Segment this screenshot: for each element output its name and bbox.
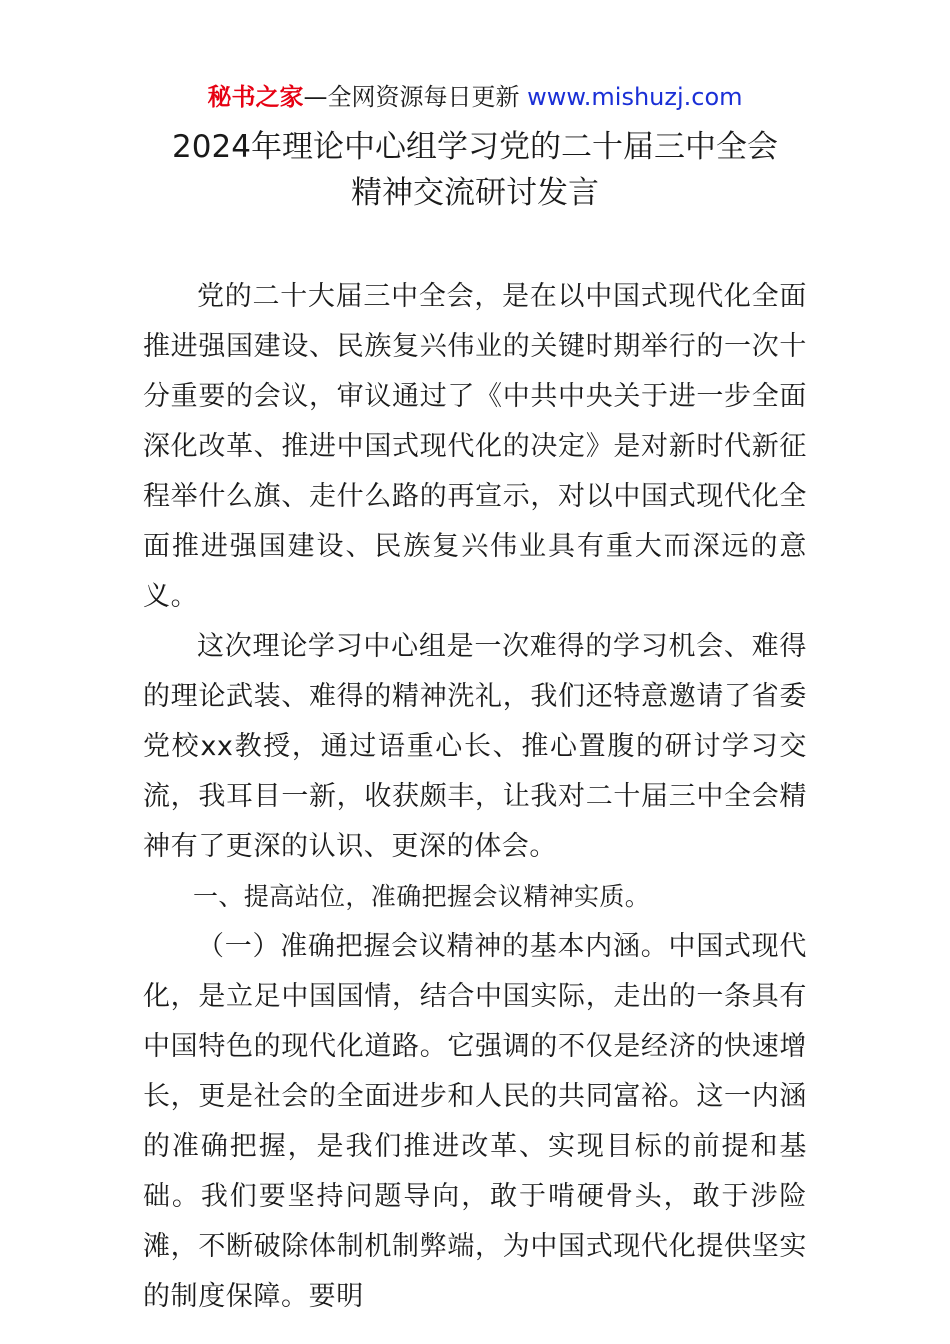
document-title [0,124,950,216]
document-body [143,272,807,1322]
title-line-1: 2024年理论中心组学习党的二十届三中全会 [172,129,778,165]
body-paragraph-1: 党的二十大届三中全会，是在以中国式现代化全面推进强国建设、民族复兴伟业的关键时期举行的一次十分重要的会议，审议通过了《中共中央关于进一步全面深化改革、推进中国式现代化的决定》是对新时代新征程举什么旗、走什么路的再宣示，对以中国式现代化全面推进强国建设、民族复兴伟业具有重大而深远的意义。 [143,281,807,612]
brand-name: 秘书之家 [207,83,304,111]
site-url-link[interactable]: www.mishuzj.com [527,83,743,111]
site-header [0,80,950,114]
section-heading: 一、提高站位，准确把握会议精神实质。 [193,882,651,911]
header-tagline: —全网资源每日更新 [303,83,528,111]
body-paragraph-2: 这次理论学习中心组是一次难得的学习机会、难得的理论武装、难得的精神洗礼，我们还特意邀请了省委党校xx教授，通过语重心长、推心置腹的研讨学习交流，我耳目一新，收获颇丰，让我对二十届三中全会精神有了更深的认识、更深的体会。 [143,631,807,862]
title-line-2: 精神交流研讨发言 [351,175,599,211]
sub-section-paragraph: （一）准确把握会议精神的基本内涵。中国式现代化，是立足中国国情，结合中国实际，走出的一条具有中国特色的现代化道路。它强调的不仅是经济的快速增长，更是社会的全面进步和人民的共同富裕。这一内涵的准确把握，是我们推进改革、实现目标的前提和基础。我们要坚持问题导向，敢于啃硬骨头，敢于涉险滩，不断破除体制机制弊端，为中国式现代化提供坚实的制度保障。要明 [143,931,807,1312]
